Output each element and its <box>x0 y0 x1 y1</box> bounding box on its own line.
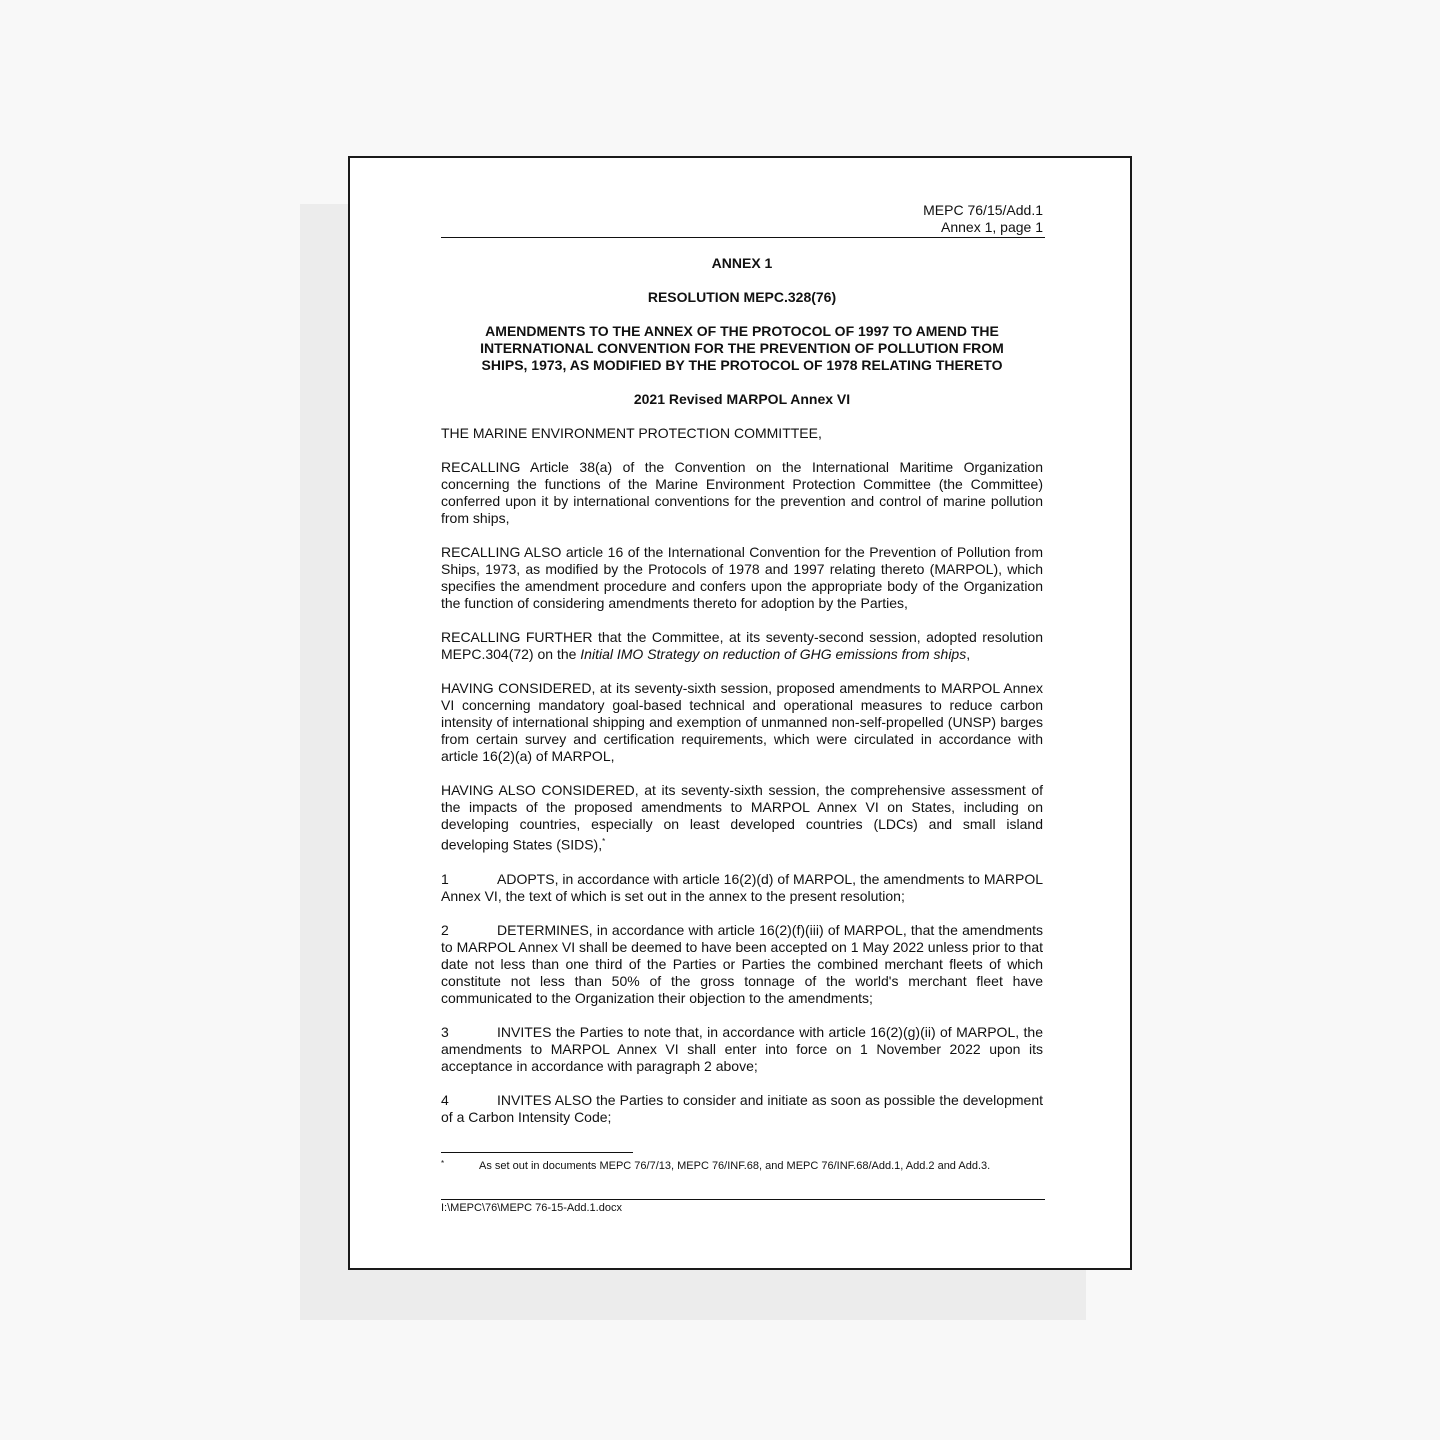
recalling-further-text: RECALLING FURTHER that the Committee, at its seventy-second session, adopted resolution MEPC.304(72) on the <box>441 629 1043 662</box>
doc-reference: MEPC 76/15/Add.1 <box>923 202 1043 218</box>
page-header <box>441 202 1045 238</box>
paragraph-text: INVITES the Parties to note that, in accordance with article 16(2)(g)(ii) of MARPOL, the amendments to MARPOL Annex VI shall enter into force on 1 November 2022 upon its acceptance in accordance with paragraph 2 above; <box>441 1023 1043 1074</box>
file-path: I:\MEPC\76\MEPC 76-15-Add.1.docx <box>441 1201 622 1214</box>
annex-title: ANNEX 1 <box>711 255 773 271</box>
paragraph-having-also-considered <box>441 782 1043 854</box>
page-content <box>441 202 1043 1215</box>
revised-title: 2021 Revised MARPOL Annex VI <box>633 391 851 407</box>
amendments-title: AMENDMENTS TO THE ANNEX OF THE PROTOCOL OF 1997 TO AMEND THE INTERNATIONAL CONVENTION FOR THE PREVENTION OF POLLUTION FROM SHIPS, 1973, AS MODIFIED BY THE PROTOCOL OF 1978 RELATING THERETO <box>480 323 1004 373</box>
paragraph-number: 2 <box>441 921 449 938</box>
operative-paragraph <box>441 922 1043 1007</box>
paragraph-recalling: RECALLING Article 38(a) of the Convention on the International Maritime Organization concerning the functions of the Marine Environment Protection Committee (the Committee) conferred upon it by international conventions for the prevention and control of marine pollution from ships, <box>441 459 1043 526</box>
footnote-mark: * <box>441 1158 445 1168</box>
page-reference: Annex 1, page 1 <box>941 219 1043 235</box>
having-also-considered-text: HAVING ALSO CONSIDERED, at its seventy-sixth session, the comprehensive assessment of the impacts of the proposed amendments to MARPOL Annex VI on States, including on developing countries, especially on least developed countries (LDCs) and small island developing States (SIDS), <box>441 782 1043 853</box>
paragraph-text: INVITES ALSO the Parties to consider and initiate as soon as possible the development of a Carbon Intensity Code; <box>441 1091 1043 1125</box>
paragraph-number: 4 <box>441 1091 449 1108</box>
paragraph-number: 3 <box>441 1023 449 1040</box>
paragraph-text: DETERMINES, in accordance with article 16(2)(f)(iii) of MARPOL, that the amendments to MARPOL Annex VI shall be deemed to have been accepted on 1 May 2022 unless prior to that date not less than one third of the Parties or Parties the combined merchant fleets of which constitute not less than 50% of the gross tonnage of the world's merchant fleet have communicated to the Organization their objection to the amendments; <box>441 921 1043 1006</box>
footnote <box>441 1159 1043 1173</box>
operative-paragraph <box>441 1024 1043 1075</box>
recalling-further-end: , <box>966 646 971 662</box>
footnote-reference: * <box>602 837 606 846</box>
footer-rule <box>441 1199 1045 1200</box>
footnote-text: As set out in documents MEPC 76/7/13, MEPC 76/INF.68, and MEPC 76/INF.68/Add.1, Add.2 and Add.3. <box>479 1159 991 1172</box>
paragraph-recalling-further <box>441 629 1043 663</box>
operative-paragraph <box>441 871 1043 905</box>
strategy-title: Initial IMO Strategy on reduction of GHG emissions from ships <box>580 646 967 662</box>
committee-line: THE MARINE ENVIRONMENT PROTECTION COMMITTEE, <box>441 425 822 441</box>
paragraph-text: ADOPTS, in accordance with article 16(2)(d) of MARPOL, the amendments to MARPOL Annex VI, the text of which is set out in the annex to the present resolution; <box>441 870 1043 904</box>
footnote-separator <box>441 1152 633 1153</box>
document-page <box>348 156 1132 1270</box>
resolution-title: RESOLUTION MEPC.328(76) <box>647 289 837 305</box>
paragraph-number: 1 <box>441 870 449 887</box>
paragraph-having-considered: HAVING CONSIDERED, at its seventy-sixth session, proposed amendments to MARPOL Annex VI concerning mandatory goal-based technical and operational measures to reduce carbon intensity of international shipping and exemption of unmanned non-self-propelled (UNSP) barges from certain survey and certification requirements, which were circulated in accordance with article 16(2)(a) of MARPOL, <box>441 680 1043 764</box>
operative-paragraph <box>441 1092 1043 1126</box>
paragraph-recalling-also: RECALLING ALSO article 16 of the International Convention for the Prevention of Pollution from Ships, 1973, as modified by the Protocols of 1978 and 1997 relating thereto (MARPOL), which specifies the amendment procedure and confers upon the appropriate body of the Organization the function of considering amendments thereto for adoption by the Parties, <box>441 544 1043 611</box>
